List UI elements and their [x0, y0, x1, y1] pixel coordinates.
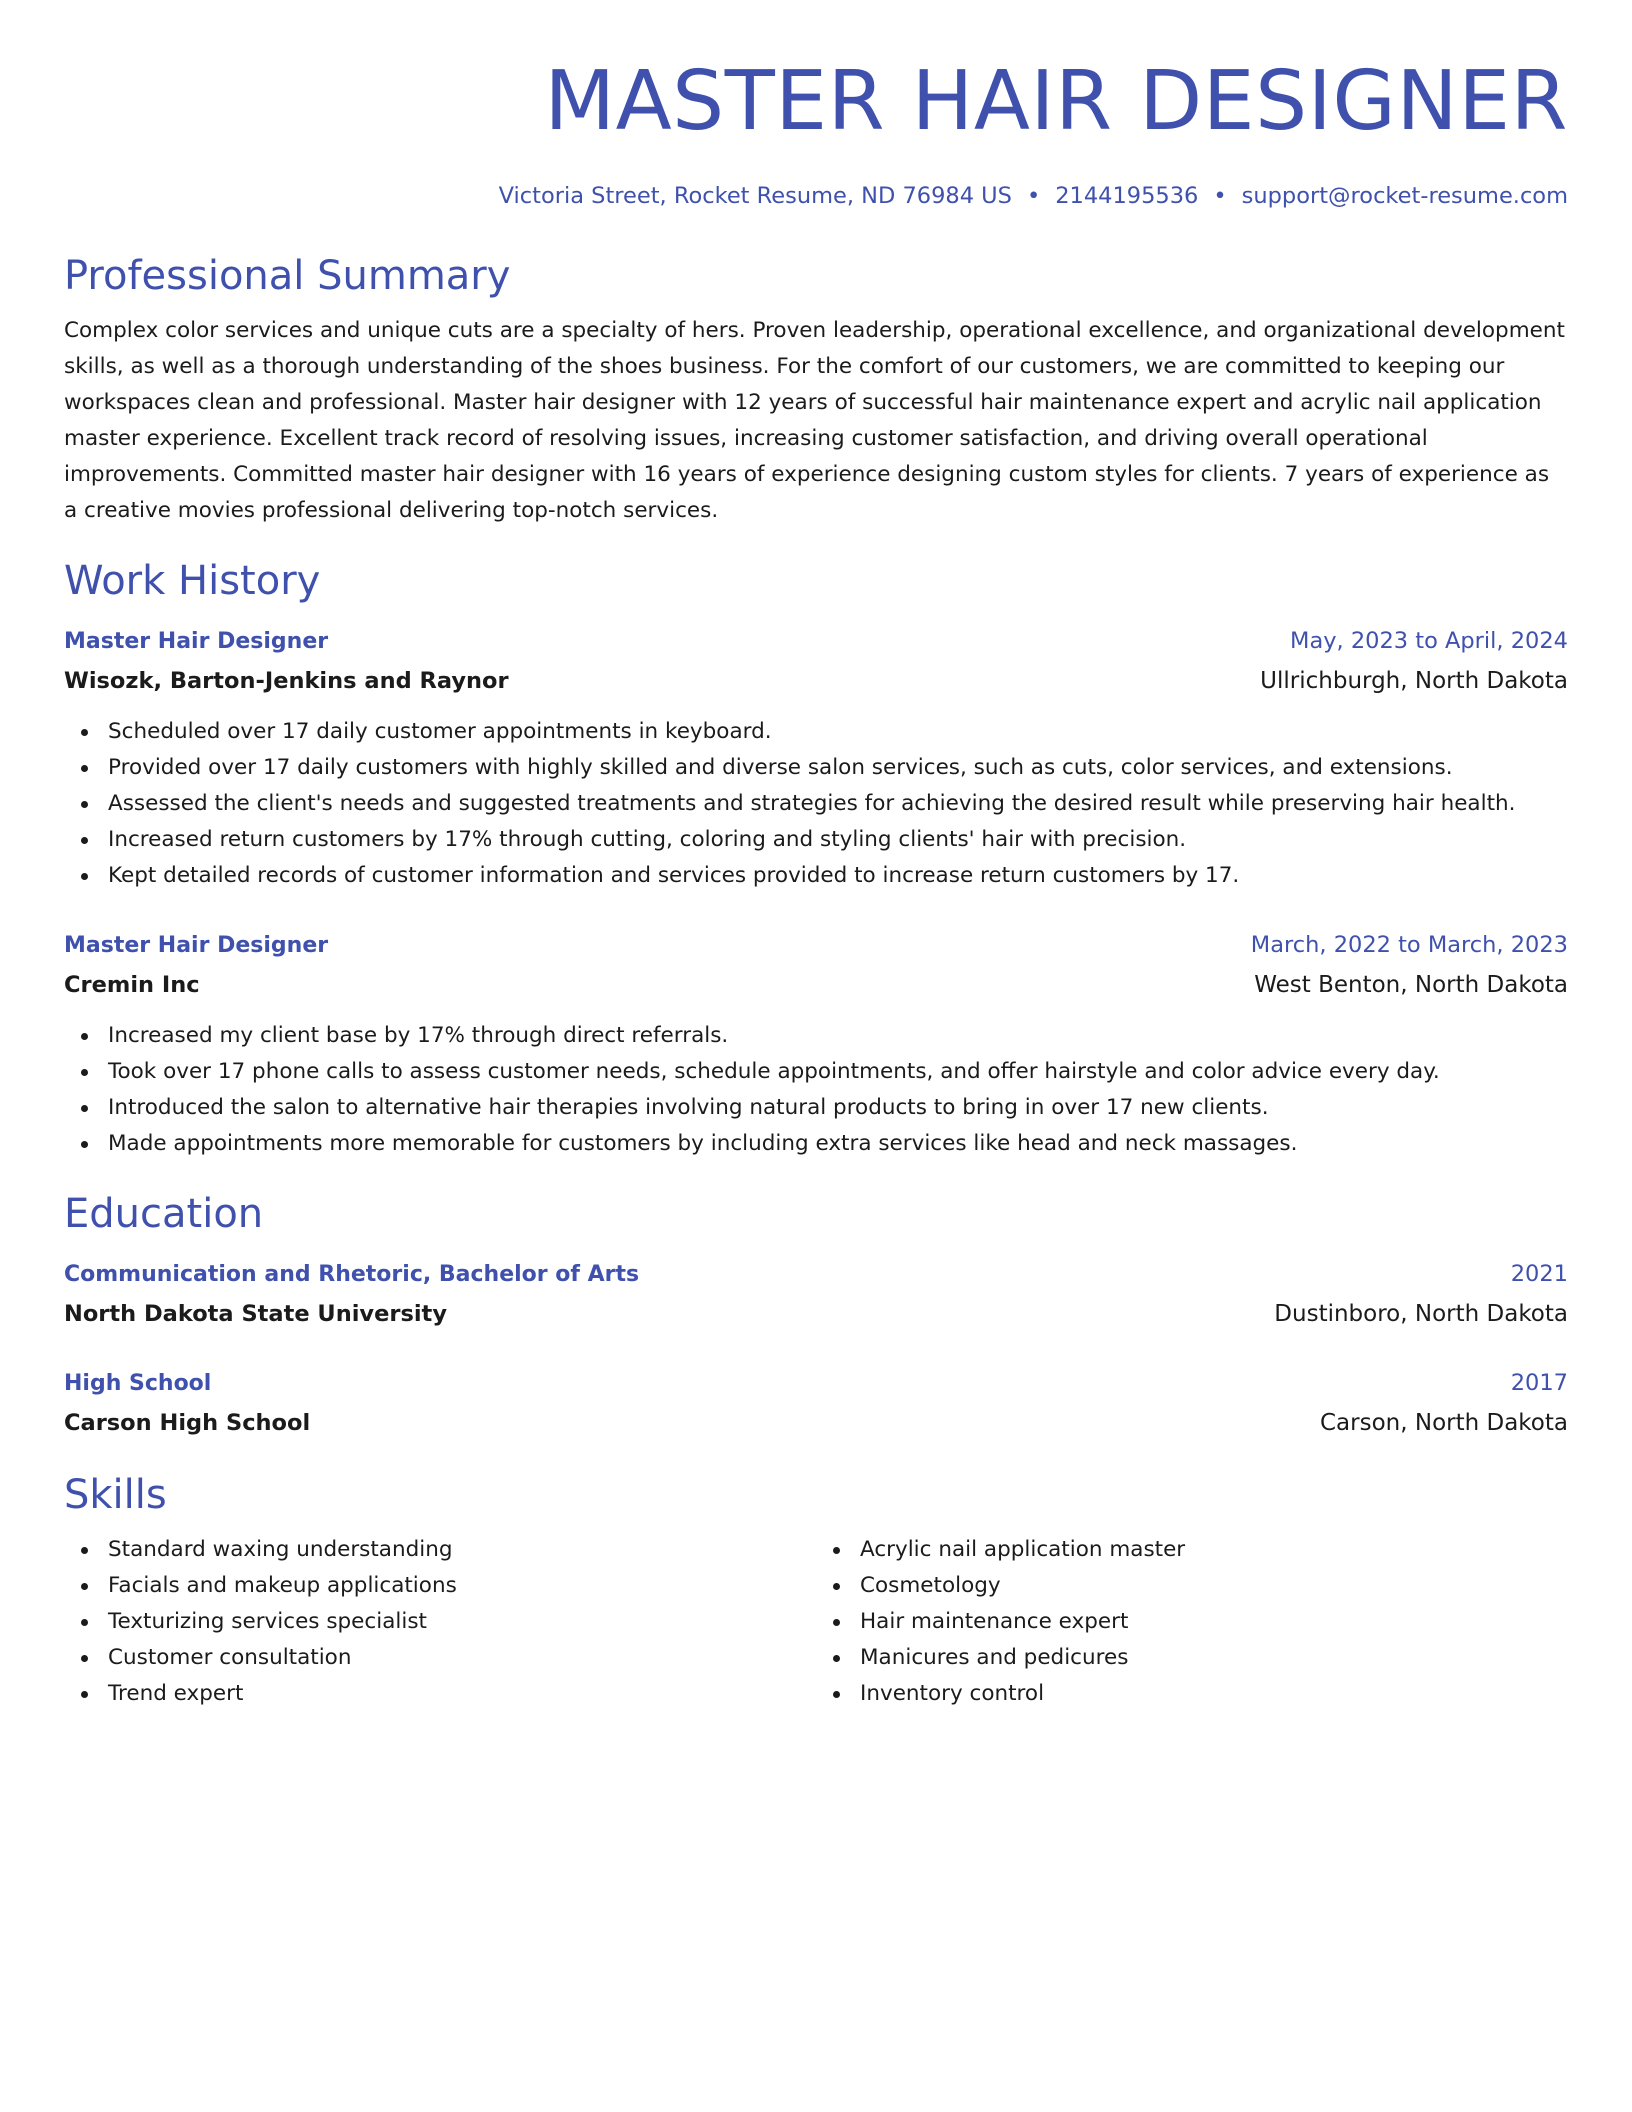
job-title-row [64, 926, 1568, 965]
job-dates: May, 2023 to April, 2024 [1290, 628, 1568, 654]
contact-separator: • [1026, 183, 1041, 209]
job-dates: March, 2022 to March, 2023 [1250, 932, 1568, 958]
work-history-heading: Work History [64, 558, 321, 604]
school-row [64, 1294, 1568, 1334]
resume-name: MASTER HAIR DESIGNER [544, 54, 1568, 149]
skills-heading: Skills [64, 1472, 167, 1518]
job-entry [64, 622, 1568, 894]
degree-title: Communication and Rhetoric, Bachelor of Arts [64, 1262, 640, 1287]
job-company: Cremin Inc [64, 972, 200, 998]
skill-item: Facials and makeup applications [108, 1568, 816, 1604]
bullet-item: Increased my client base by 17% through direct referrals. [108, 1018, 1568, 1054]
skill-item: Hair maintenance expert [860, 1604, 1568, 1640]
bullet-item: Made appointments more memorable for customers by including extra services like head and neck massages. [108, 1126, 1568, 1162]
job-location: West Benton, North Dakota [1254, 972, 1568, 998]
job-location: Ullrichburgh, North Dakota [1260, 668, 1568, 694]
degree-row [64, 1364, 1568, 1403]
school-location: Dustinboro, North Dakota [1274, 1301, 1568, 1327]
job-bullets [64, 1018, 1568, 1162]
degree-row [64, 1255, 1568, 1294]
school-location: Carson, North Dakota [1320, 1410, 1568, 1436]
bullet-item: Assessed the client's needs and suggested treatments and strategies for achieving the desired result while preserving hair health. [108, 786, 1568, 822]
skills-columns [64, 1532, 1568, 1712]
skill-item: Standard waxing understanding [108, 1532, 816, 1568]
skill-item: Cosmetology [860, 1568, 1568, 1604]
job-title: Master Hair Designer [64, 933, 329, 958]
summary-section [64, 251, 1568, 529]
job-entry [64, 926, 1568, 1162]
work-history-section [64, 556, 1568, 1162]
degree-title: High School [64, 1371, 212, 1396]
school-name: North Dakota State University [64, 1301, 447, 1327]
skill-item: Manicures and pedicures [860, 1640, 1568, 1676]
bullet-item: Introduced the salon to alternative hair therapies involving natural products to bring in over 17 new clients. [108, 1090, 1568, 1126]
skills-list-left [64, 1532, 816, 1712]
bullet-item: Increased return customers by 17% through cutting, coloring and styling clients' hair with precision. [108, 822, 1568, 858]
resume-header [64, 50, 1568, 212]
contact-address: Victoria Street, Rocket Resume, ND 76984 US [498, 183, 1012, 209]
job-bullets [64, 714, 1568, 894]
skills-section [64, 1470, 1568, 1712]
bullet-item: Provided over 17 daily customers with highly skilled and diverse salon services, such as cuts, color services, and extensions. [108, 750, 1568, 786]
skill-item: Inventory control [860, 1676, 1568, 1712]
graduation-year: 2021 [1510, 1261, 1568, 1287]
contact-email: support@rocket-resume.com [1241, 183, 1568, 209]
contact-phone: 2144195536 [1055, 183, 1199, 209]
skill-item: Customer consultation [108, 1640, 816, 1676]
bullet-item: Scheduled over 17 daily customer appointments in keyboard. [108, 714, 1568, 750]
graduation-year: 2017 [1510, 1370, 1568, 1396]
school-name: Carson High School [64, 1410, 311, 1436]
summary-text: Complex color services and unique cuts are a specialty of hers. Proven leadership, operational excellence, and organizational development skills, as well as a thorough understanding of the shoes business. For the comfort of our customers, we are committed to keeping our workspaces clean and professional. Master hair designer with 12 years of successful hair maintenance expert and acrylic nail application master experience. Excellent track record of resolving issues, increasing customer satisfaction, and driving overall operational improvements. Committed master hair designer with 16 years of experience designing custom styles for clients. 7 years of experience as a creative movies professional delivering top-notch services. [64, 318, 1565, 523]
school-row [64, 1403, 1568, 1443]
skills-list-right [816, 1532, 1568, 1712]
skill-item: Texturizing services specialist [108, 1604, 816, 1640]
education-entry [64, 1255, 1568, 1334]
job-title: Master Hair Designer [64, 629, 329, 654]
job-company-row [64, 965, 1568, 1005]
bullet-item: Kept detailed records of customer information and services provided to increase return customers by 17. [108, 858, 1568, 894]
education-heading: Education [64, 1191, 264, 1237]
bullet-item: Took over 17 phone calls to assess customer needs, schedule appointments, and offer hairstyle and color advice every day. [108, 1054, 1568, 1090]
contact-line [64, 180, 1568, 212]
summary-heading: Professional Summary [64, 253, 511, 299]
job-company: Wisozk, Barton-Jenkins and Raynor [64, 668, 509, 694]
education-section [64, 1189, 1568, 1443]
contact-separator: • [1213, 183, 1227, 209]
job-title-row [64, 622, 1568, 661]
skill-item: Acrylic nail application master [860, 1532, 1568, 1568]
education-entry [64, 1364, 1568, 1443]
job-company-row [64, 661, 1568, 701]
skill-item: Trend expert [108, 1676, 816, 1712]
